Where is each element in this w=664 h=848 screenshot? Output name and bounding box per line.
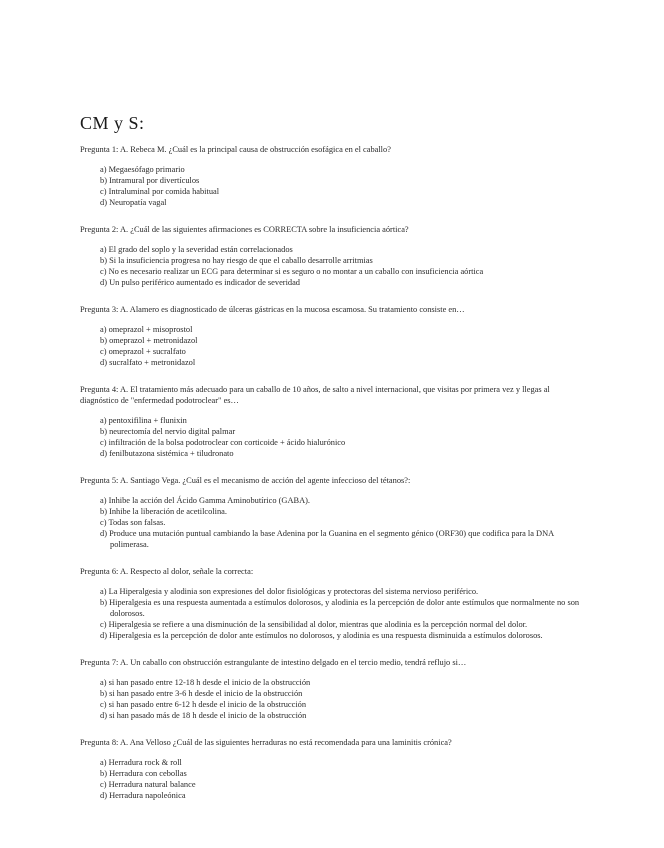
answer-option: b) Si la insuficiencia progresa no hay riesgo de que el caballo desarrolle arritmias: [100, 256, 373, 265]
answer-option: c) si han pasado entre 6-12 h desde el inicio de la obstrucción: [100, 700, 307, 709]
answer-options: [80, 415, 580, 459]
answer-option: a) pentoxifilina + flunixin: [100, 416, 187, 425]
answer-option: a) Megaesófago primario: [100, 165, 185, 174]
question-text: Pregunta 3: A. Alamero es diagnosticado de úlceras gástricas en la mucosa escamosa. Su tratamiento consiste en…: [80, 305, 465, 314]
answer-option: b) Intramural por divertículos: [100, 176, 200, 185]
answer-option: d) Herradura napoleónica: [100, 791, 186, 800]
answer-options: [80, 757, 580, 801]
answer-option: c) Hiperalgesia se refiere a una disminución de la sensibilidad al dolor, mientras que alodinia es la percepción normal del dolor.: [100, 620, 528, 629]
answer-option: c) Todas son falsas.: [100, 518, 166, 527]
answer-option: d) Un pulso periférico aumentado es indicador de severidad: [100, 278, 300, 287]
question-3: [80, 304, 580, 368]
answer-options: [80, 586, 580, 641]
answer-option: d) si han pasado más de 18 h desde el inicio de la obstrucción: [100, 711, 307, 720]
answer-option: c) omeprazol + sucralfato: [100, 347, 186, 356]
answer-option: b) Inhibe la liberación de acetilcolina.: [100, 507, 227, 516]
question-6: [80, 566, 580, 641]
answer-option: a) Herradura rock & roll: [100, 758, 182, 767]
document-page: [80, 112, 580, 817]
question-8: [80, 737, 580, 801]
question-4: [80, 384, 580, 459]
question-list: [80, 144, 580, 801]
question-text: Pregunta 5: A. Santiago Vega. ¿Cuál es el mecanismo de acción del agente infeccioso del tétanos?:: [80, 476, 411, 485]
answer-option: b) neurectomía del nervio digital palmar: [100, 427, 236, 436]
answer-options: [80, 164, 580, 208]
answer-option: d) Hiperalgesia es la percepción de dolor ante estímulos no dolorosos, y alodinia es una respuesta disminuida a estímulos dolorosos.: [100, 631, 543, 640]
document-title: CM y S:: [80, 113, 145, 133]
answer-option: c) Herradura natural balance: [100, 780, 196, 789]
answer-option: a) El grado del soplo y la severidad están correlacionados: [100, 245, 293, 254]
answer-options: [80, 324, 580, 368]
question-text: Pregunta 1: A. Rebeca M. ¿Cuál es la principal causa de obstrucción esofágica en el caballo?: [80, 145, 391, 154]
answer-option: d) fenilbutazona sistémica + tiludronato: [100, 449, 234, 458]
question-text: Pregunta 8: A. Ana Velloso ¿Cuál de las siguientes herraduras no está recomendada para una laminitis crónica?: [80, 738, 452, 747]
question-text: Pregunta 4: A. El tratamiento más adecuado para un caballo de 10 años, de salto a nivel internacional, que visitas por primera vez y llegas al diagnóstico de "enfermedad podotroclear" es…: [80, 385, 550, 405]
question-1: [80, 144, 580, 208]
question-2: [80, 224, 580, 288]
answer-option: d) Produce una mutación puntual cambiando la base Adenina por la Guanina en el segmento génico (ORF30) que codifica para la DNA polimerasa.: [100, 529, 554, 549]
answer-options: [80, 677, 580, 721]
answer-option: b) Hiperalgesia es una respuesta aumentada a estímulos dolorosos, y alodinia es la percepción de dolor ante estímulos que normalmente no son dolorosos.: [100, 598, 580, 618]
question-7: [80, 657, 580, 721]
answer-options: [80, 244, 580, 288]
answer-option: b) si han pasado entre 3-6 h desde el inicio de la obstrucción: [100, 689, 303, 698]
answer-option: d) sucralfato + metronidazol: [100, 358, 196, 367]
answer-options: [80, 495, 580, 550]
answer-option: c) Intraluminal por comida habitual: [100, 187, 220, 196]
question-text: Pregunta 2: A. ¿Cuál de las siguientes afirmaciones es CORRECTA sobre la insuficiencia aórtica?: [80, 225, 409, 234]
answer-option: a) omeprazol + misoprostol: [100, 325, 193, 334]
answer-option: a) Inhibe la acción del Ácido Gamma Aminobutírico (GABA).: [100, 496, 311, 505]
question-5: [80, 475, 580, 550]
answer-option: a) si han pasado entre 12-18 h desde el inicio de la obstrucción: [100, 678, 311, 687]
question-text: Pregunta 7: A. Un caballo con obstrucción estrangulante de intestino delgado en el tercio medio, tendrá reflujo si…: [80, 658, 467, 667]
answer-option: a) La Hiperalgesia y alodinia son expresiones del dolor fisiológicas y protectoras del sistema nervioso periférico.: [100, 587, 479, 596]
answer-option: b) omeprazol + metronidazol: [100, 336, 198, 345]
answer-option: c) infiltración de la bolsa podotroclear con corticoide + ácido hialurónico: [100, 438, 346, 447]
answer-option: d) Neuropatía vagal: [100, 198, 167, 207]
answer-option: b) Herradura con cebollas: [100, 769, 187, 778]
question-text: Pregunta 6: A. Respecto al dolor, señale la correcta:: [80, 567, 254, 576]
answer-option: c) No es necesario realizar un ECG para determinar si es seguro o no montar a un caballo con insuficiencia aórtica: [100, 267, 484, 276]
